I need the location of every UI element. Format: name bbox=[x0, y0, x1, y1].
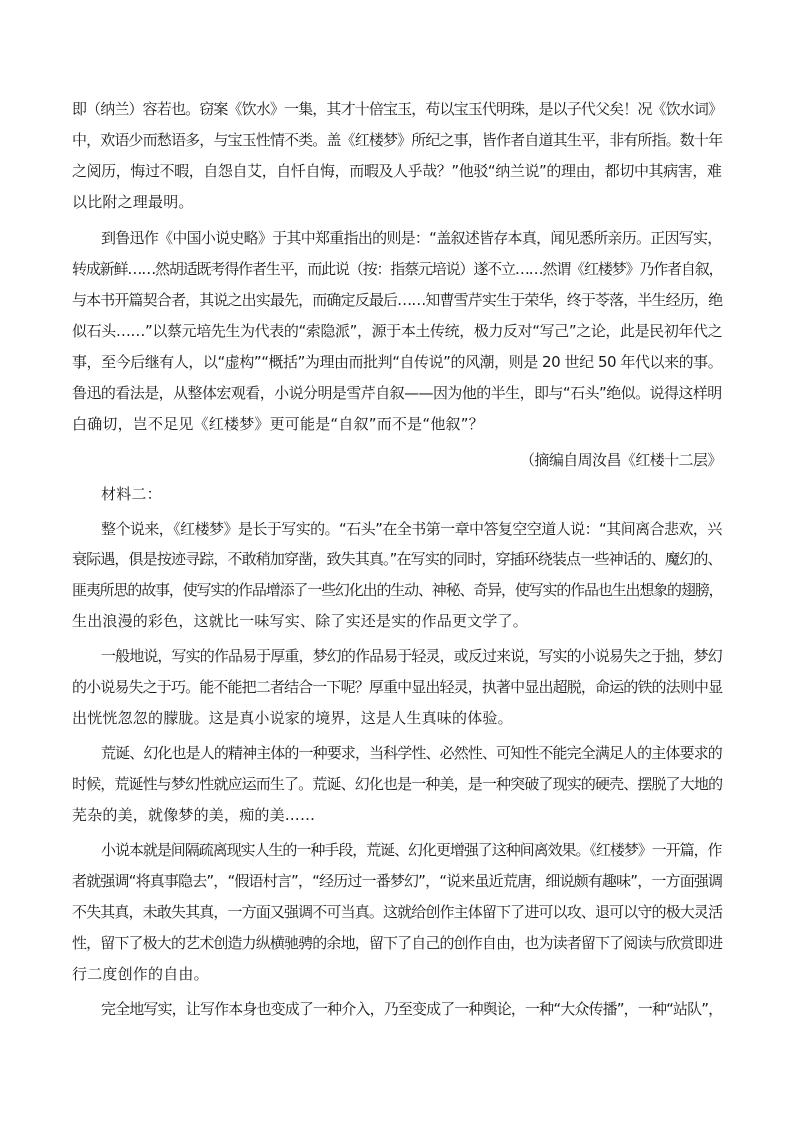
paragraph-line: 到鲁迅作《中国小说史略》于其中郑重指出的则是：“盖叙述皆存本真，闻见悉所亲历。正因写实， bbox=[101, 229, 722, 247]
paragraph-line: 似石头……”以蔡元培先生为代表的“索隐派”，源于本土传统，极力反对“写己”之论，此是民初年代之 bbox=[72, 322, 723, 340]
paragraph-line: 一般地说，写实的作品易于厚重，梦幻的作品易于轻灵，或反过来说，写实的小说易失之于拙，梦幻 bbox=[101, 647, 722, 665]
paragraph-line: 的小说易失之于巧。能不能把二者结合一下呢？厚重中显出轻灵，执著中显出超脱，命运的铁的法则中显 bbox=[72, 678, 723, 696]
paragraph-line: 事，至今后继有人，以“虚构”“概括”为理由而批判“自传说”的风潮，则是 20 世纪 50 年代以来的事。 bbox=[72, 353, 723, 371]
paragraph-line: 白确切，岂不足见《红楼梦》更可能是“自叙”而不是“他叙”？ bbox=[72, 415, 484, 433]
source-citation: （摘编自周汝昌《红楼十二层》 bbox=[520, 451, 722, 469]
paragraph-line: 时候，荒诞性与梦幻性就应运而生了。荒诞、幻化也是一种美，是一种突破了现实的硬壳、摆脱了大地的 bbox=[72, 775, 723, 793]
section-heading: 材料二： bbox=[101, 485, 162, 503]
paragraph-line: 出恍恍忽忽的朦胧。这是真小说家的境界，这是人生真味的体验。 bbox=[72, 709, 513, 727]
paragraph-line: 者就强调“将真事隐去”，“假语村言”，“经历过一番梦幻”，“说来虽近荒唐，细说颇有趣味”，一方面强调 bbox=[72, 872, 723, 890]
paragraph-line: 行二度创作的自由。 bbox=[72, 965, 209, 983]
paragraph-line: 之阅历，悔过不暇，自怨自艾，自忏自悔，而暇及人乎哉？”他驳“纳兰说”的理由，都切中其病害，难 bbox=[72, 162, 722, 180]
paragraph-line: 以比附之理最明。 bbox=[72, 193, 194, 211]
paragraph-line: 生出浪漫的彩色，这就比一味写实、除了实还是实的作品更文学了。 bbox=[72, 612, 529, 630]
paragraph-line: 整个说来，《红楼梦》是长于写实的。“石头”在全书第一章中答复空空道人说：“其间离合悲欢，兴 bbox=[101, 520, 722, 538]
paragraph-line: 与本书开篇契合者，其说之出实最先，而确定反最后……知曹雪芹实生于荣华，终于苓落，半生经历，绝 bbox=[72, 291, 723, 309]
paragraph-line: 完全地写实，让写作本身也变成了一种介入，乃至变成了一种舆论，一种“大众传播”，一种“站队”， bbox=[101, 1000, 723, 1018]
paragraph-line: 衰际遇，俱是按迹寻踪，不敢稍加穿凿，致失其真。”在写实的同时，穿插环绕装点一些神话的、魔幻的、 bbox=[72, 550, 722, 568]
paragraph-line: 即（纳兰）容若也。窃案《饮水》一集，其才十倍宝玉，苟以宝玉代明珠，是以子代父矣！况《饮水词》 bbox=[72, 100, 723, 118]
paragraph-line: 小说本就是间隔疏离现实人生的一种手段，荒诞、幻化更增强了这种间离效果。《红楼梦》一开篇，作 bbox=[101, 841, 722, 859]
paragraph-line: 中，欢语少而愁语多，与宝玉性情不类。盖《红楼梦》所纪之事，皆作者自道其生平，非有所指。数十年 bbox=[72, 131, 723, 149]
paragraph-line: 荒诞、幻化也是人的精神主体的一种要求，当科学性、必然性、可知性不能完全满足人的主体要求的 bbox=[101, 744, 722, 762]
paragraph-line: 不失其真，未敢失其真，一方面又强调不可当真。这就给创作主体留下了进可以攻、退可以守的极大灵活 bbox=[72, 903, 723, 921]
paragraph-line: 性，留下了极大的艺术创造力纵横驰骋的余地，留下了自己的创作自由，也为读者留下了阅读与欣赏即进 bbox=[72, 934, 723, 952]
paragraph-line: 转成新鲜……然胡适既考得作者生平，而此说（按：指蔡元培说）遂不立……然谓《红楼梦》乃作者自叙， bbox=[72, 260, 723, 278]
paragraph-line: 匪夷所思的故事，使写实的作品增添了一些幻化出的生动、神秘、奇异，使写实的作品也生出想象的翅膀， bbox=[72, 581, 723, 599]
paragraph-line: 芜杂的美，就像梦的美，痴的美…… bbox=[72, 806, 316, 824]
paragraph-line: 鲁迅的看法是，从整体宏观看，小说分明是雪芹自叙——因为他的半生，即与“石头”绝似。说得这样明 bbox=[72, 384, 722, 402]
